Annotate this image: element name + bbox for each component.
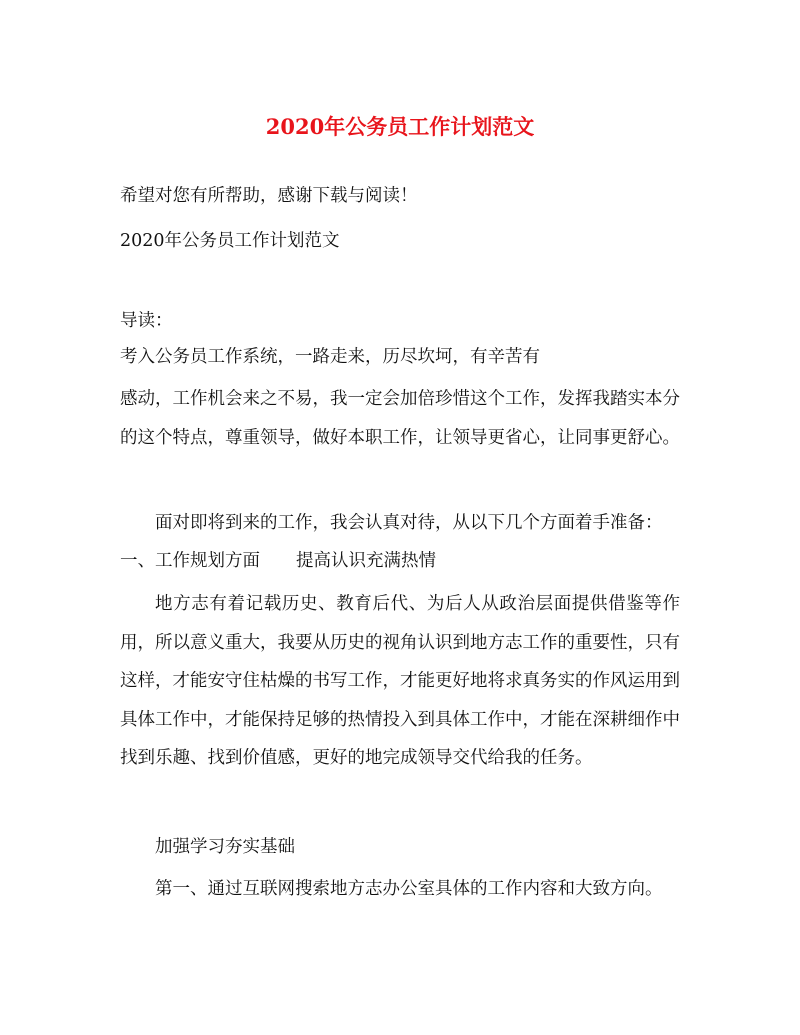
document-title: 2020年公务员工作计划范文 [265,114,535,139]
intro-text: 希望对您有所帮助，感谢下载与阅读！ [120,186,418,206]
section-1-heading-line [120,549,436,573]
section-2-paragraph: 第一、通过互联网搜索地方志办公室具体的工作内容和大致方向。 [155,879,663,899]
section-1-subheading: 提高认识充满热情 [296,551,436,571]
guide-label: 导读： [120,311,173,331]
section-2-heading: 加强学习夯实基础 [155,837,295,857]
guide-paragraph: 感动，工作机会来之不易，我一定会加倍珍惜这个工作，发挥我踏实本分的这个特点，尊重领导，做好本职工作，让领导更省心，让同事更舒心。 [120,389,680,448]
guide-first-line: 考入公务员工作系统，一路走来，历尽坎坷，有辛苦有 [120,347,540,367]
section-1-heading: 一、工作规划方面 [120,551,260,571]
intro-paragraph: 面对即将到来的工作，我会认真对待，从以下几个方面着手准备： [155,513,663,533]
section-1-paragraph: 地方志有着记载历史、教育后代、为后人从政治层面提供借鉴等作用，所以意义重大，我要从历史的视角认识到地方志工作的重要性，只有这样，才能安守住枯燥的书写工作，才能更好地将求真务实的作风运用到具体工作中，才能保持足够的热情投入到具体工作中，才能在深耕细作中找到乐趣、找到价值感，更好的地完成领导交代给我的任务。 [120,594,680,768]
document-subtitle: 2020年公务员工作计划范文 [120,231,340,251]
